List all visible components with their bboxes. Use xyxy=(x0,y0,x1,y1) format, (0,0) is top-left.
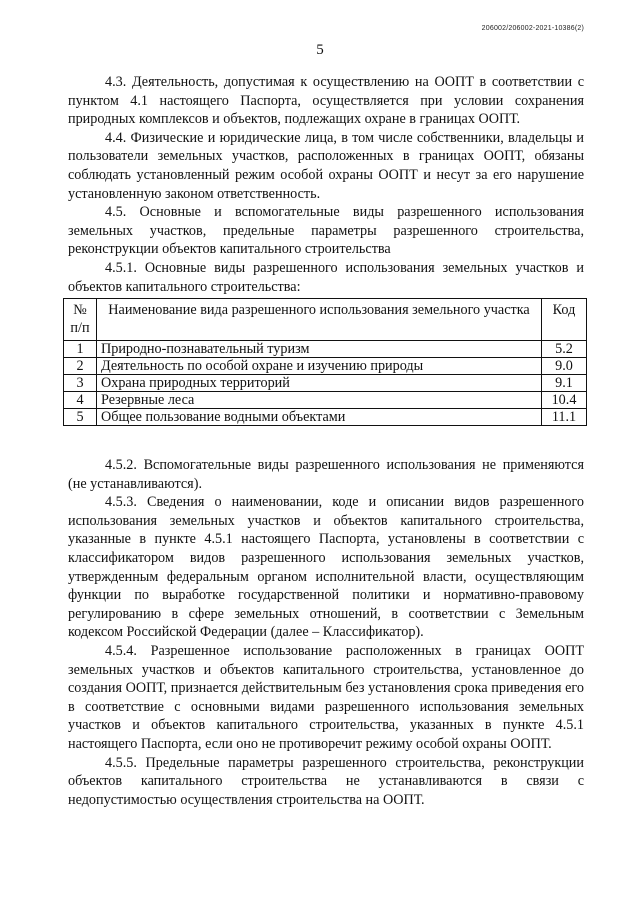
table-row xyxy=(64,375,587,392)
paragraph-4-4: 4.4. Физические и юридические лица, в том числе собственники, владельцы и пользователи земельных участков, расположенных в границах ООПТ, обязаны соблюдать установленный режим особой охраны ООПТ и несут за его нарушение установленную законом ответственность. xyxy=(68,129,584,202)
row-name: Охрана природных территорий xyxy=(97,375,542,392)
row-num: 1 xyxy=(64,341,97,358)
table-row xyxy=(64,341,587,358)
row-name: Резервные леса xyxy=(97,392,542,409)
paragraph-4-3: 4.3. Деятельность, допустимая к осуществлению на ООПТ в соответствии с пунктом 4.1 настоящего Паспорта, осуществляется при условии сохранения природных комплексов и объектов, подлежащих охране в границах ООПТ. xyxy=(68,74,584,128)
row-code: 5.2 xyxy=(542,341,587,358)
row-num: 4 xyxy=(64,392,97,409)
paragraph-4-5-4: 4.5.4. Разрешенное использование расположенных в границах ООПТ земельных участков и объектов капитального строительства, установленное до создания ООПТ, признается действительным без установления срока приведения его в соответствие с основными видами разрешенного использования земельных участков и объектов капитального строительства, указанных в пункте 4.5.1 настоящего Паспорта, если оно не противоречит режиму особой охраны ООПТ. xyxy=(68,642,584,752)
paragraph-4-5: 4.5. Основные и вспомогательные виды разрешенного использования земельных участков, предельные параметры разрешенного строительства, реконструкции объектов капитального строительства xyxy=(68,204,584,258)
row-code: 9.0 xyxy=(542,358,587,375)
row-name: Природно-познавательный туризм xyxy=(97,341,542,358)
table-header-row xyxy=(64,299,587,341)
table-row xyxy=(64,392,587,409)
paragraph-4-5-5: 4.5.5. Предельные параметры разрешенного строительства, реконструкции объектов капитального строительства не устанавливаются в связи с недопустимостью осуществления строительства на ООПТ. xyxy=(68,754,584,808)
table-row xyxy=(64,409,587,426)
row-num: 3 xyxy=(64,375,97,392)
header-num: № п/п xyxy=(64,299,97,341)
header-code: Код xyxy=(542,299,587,341)
header-name: Наименование вида разрешенного использования земельного участка xyxy=(97,299,542,341)
text-block-top xyxy=(68,73,584,296)
row-code: 11.1 xyxy=(542,409,587,426)
paragraph-4-5-2: 4.5.2. Вспомогательные виды разрешенного использования не применяются (не устанавливаются). xyxy=(68,457,584,492)
row-code: 9.1 xyxy=(542,375,587,392)
paragraph-4-5-3: 4.5.3. Сведения о наименовании, коде и описании видов разрешенного использования земельных участков и объектов капитального строительства, указанные в пункте 4.5.1 настоящего Паспорта, установлены в соответствии с классификатором видов разрешенного использования земельных участков, утвержденным федеральным органом исполнительной власти, осуществляющим функции по выработке государственной политики и нормативно-правовому регулированию в сфере земельных отношений, в соответствии с Земельным кодексом Российской Федерации (далее – Классификатор). xyxy=(68,494,584,641)
table-row xyxy=(64,358,587,375)
row-code: 10.4 xyxy=(542,392,587,409)
document-id: 206002/206002-2021-10386(2) xyxy=(481,25,584,32)
text-block-bottom xyxy=(68,456,584,809)
row-num: 2 xyxy=(64,358,97,375)
land-use-table xyxy=(63,298,587,426)
row-name: Общее пользование водными объектами xyxy=(97,409,542,426)
row-num: 5 xyxy=(64,409,97,426)
row-name: Деятельность по особой охране и изучению природы xyxy=(97,358,542,375)
page-number: 5 xyxy=(316,42,324,58)
paragraph-4-5-1: 4.5.1. Основные виды разрешенного использования земельных участков и объектов капитального строительства: xyxy=(68,259,584,295)
